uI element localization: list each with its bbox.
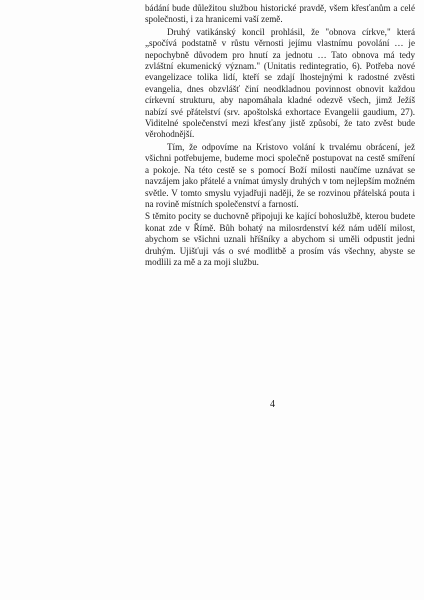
paragraph-3: Tím, že odpovíme na Kristovo volání k trvalému obrácení, jež všichni potřebujeme, budeme moci společně postupovat na cestě smíření a pokoje. Na této cestě se s pomocí Boží milosti naučíme uznávat se navzájem jako přátelé a vnímat úmysly druhých v tom nejlepším možném světle. V tomto smyslu vyjadřuji naději, že se rozvinou přátelská pouta i na rovině místních společenství a farností. xyxy=(145,141,415,209)
page-number: 4 xyxy=(270,399,275,410)
paragraph-4: S těmito pocity se duchovně připojuji ke kající bohoslužbě, kterou budete konat zde v Římě. Bůh bohatý na milosrdenství kéž nám udělí milost, abychom se všichni uznali hříšníky a abychom si uměli odpustit jedni druhým. Ujišťuji vás o své modlitbě a prosím vás všechny, abyste se modlili za mě a za moji službu. xyxy=(145,211,415,267)
paragraph-1: bádání bude důležitou službou historické pravdě, všem křesťanům a celé společnosti, i za hranicemi vaší země. xyxy=(145,3,415,25)
body-text xyxy=(145,3,415,269)
paragraph-2: Druhý vatikánský koncil prohlásil, že "obnova církve," která „spočívá podstatně v růstu věrnosti jejímu vlastnímu povolání … je nepochybně důvodem pro hnutí za jednotu … Tato obnova má tedy zvláštní ekumenický význam." (Unitatis redintegratio, 6). Potřeba nové evangelizace tolika lidí, kteří se zdají lhostejnými k radostné zvěsti evangelia, dnes obzvlášť činí neodkladnou povinnost obnovit každou církevní strukturu, aby napomáhala kladné odezvě všech, jimž Ježíš nabízí své přátelství (srv. apoštolská exhortace Evangelii gaudium, 27). Viditelné společenství mezi křesťany jistě způsobí, že tato zvěst bude věrohodnější. xyxy=(145,26,415,140)
